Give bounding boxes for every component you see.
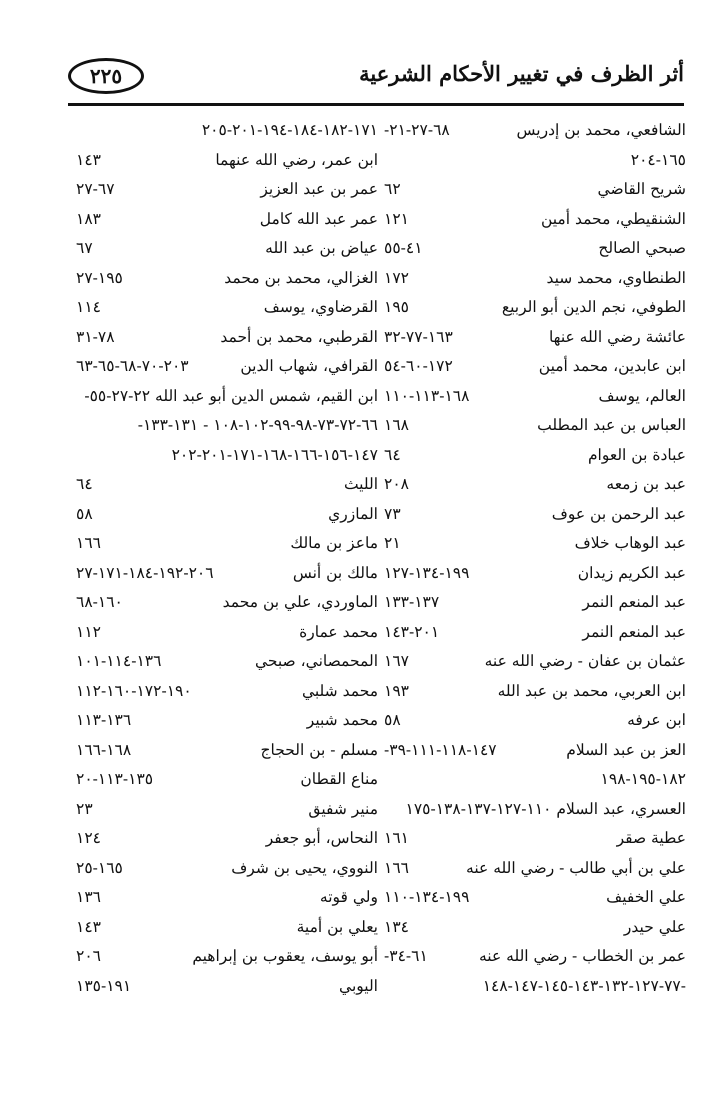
- entry-pages: ١٤٣: [76, 917, 101, 936]
- index-entry: [62, 175, 378, 205]
- entry-name: عبادة بن العوام: [587, 445, 686, 464]
- index-entry: [370, 972, 686, 1002]
- entry-pages: ١٣٦-١١٣: [76, 711, 132, 729]
- index-entry: [370, 736, 686, 766]
- entry-name: عبد الوهاب خلاف: [574, 534, 686, 552]
- entry-name: الطوفي، نجم الدين أبو الربيع: [501, 298, 686, 316]
- entry-continuation: ٦٦-٧٢-٧٣-٩٨-٩٩-١٠٢-١٠٨ - ١٣١-١٣٣-: [137, 416, 378, 434]
- entry-pages: -٦١-٣٤: [384, 947, 428, 965]
- entry-pages: ١٩٩-١٣٤-١٢٧: [384, 563, 470, 582]
- entry-name: منير شفيق: [308, 799, 378, 818]
- index-entry: [370, 942, 686, 972]
- entry-name: عمر عبد الله كامل: [259, 209, 378, 228]
- entry-name: ابن عرفه: [627, 711, 686, 729]
- index-entry: [370, 529, 686, 559]
- index-entry: [370, 618, 686, 648]
- entry-name: الشافعي، محمد بن إدريس: [516, 121, 686, 139]
- entry-name: عبد المنعم النمر: [582, 622, 686, 641]
- entry-pages: ٤١-٥٥: [384, 239, 423, 257]
- entry-name: يعلي بن أمية: [296, 917, 378, 936]
- entry-name: النحاس، أبو جعفر: [265, 829, 378, 847]
- entry-pages: ١٧٢-٦٠-٥٤: [384, 357, 453, 375]
- entry-name: الغزالي، محمد بن محمد: [224, 268, 378, 287]
- book-title: أثر الظرف في تغيير الأحكام الشرعية: [359, 61, 684, 86]
- entry-name: المازري: [328, 504, 378, 523]
- index-entry: [370, 765, 686, 795]
- entry-pages: ٢١: [384, 534, 401, 552]
- entry-pages: ٦٤: [384, 445, 401, 464]
- entry-name: ابن عابدين، محمد أمين: [538, 357, 686, 375]
- entry-continuation: ابن القيم، شمس الدين أبو عبد الله ٢٢-٢٧-٥٥-: [84, 386, 378, 405]
- entry-name: عبد الرحمن بن عوف: [551, 504, 686, 523]
- index-entry: [370, 352, 686, 382]
- entry-pages: ٢٣: [76, 799, 93, 818]
- entry-name: مناع القطان: [300, 770, 378, 788]
- index-entry: [370, 559, 686, 589]
- entry-pages: ١٦٥-٢٥: [76, 858, 123, 877]
- entry-pages: ١٦٧: [384, 652, 409, 670]
- index-entry: [62, 500, 378, 530]
- index-entry: [62, 470, 378, 500]
- header-rule: [68, 103, 684, 106]
- index-entry: [62, 618, 378, 648]
- entry-name: العز بن عبد السلام: [566, 740, 686, 759]
- entry-pages: ١٦٣-٧٧-٣٢: [384, 327, 453, 346]
- index-entry: [370, 441, 686, 471]
- entry-name: أبو يوسف، يعقوب بن إبراهيم: [192, 947, 378, 965]
- entry-pages: ١٩٣: [384, 681, 409, 700]
- index-entry: [62, 441, 378, 471]
- entry-name: الليث: [343, 475, 378, 493]
- entry-name: الماوردي، علي بن محمد: [222, 593, 378, 611]
- index-entry: [62, 264, 378, 294]
- entry-pages: ٥٨: [76, 504, 93, 523]
- index-entry: [370, 824, 686, 854]
- index-entry: [370, 264, 686, 294]
- index-entry: [62, 146, 378, 176]
- entry-pages: ١٩٥: [384, 298, 409, 316]
- entry-name: عمر بن عبد العزيز: [260, 180, 378, 198]
- index-entry: [370, 411, 686, 441]
- entry-pages: ١٣٧-١٣٣: [384, 593, 440, 611]
- index-entry: [62, 234, 378, 264]
- entry-name: العباس بن عبد المطلب: [537, 416, 686, 434]
- index-entry: [62, 647, 378, 677]
- entry-continuation: -٧٧-١٢٧-١٣٢-١٤٣-١٤٥-١٤٧-١٤٨: [482, 976, 686, 995]
- entry-name: عبد المنعم النمر: [582, 593, 686, 611]
- entry-pages: ٧٣: [384, 504, 401, 523]
- entry-pages: ٦٧: [76, 239, 93, 257]
- entry-continuation: ١٨٢-١٩٥-١٩٨: [600, 770, 686, 788]
- entry-pages: ٢٠١-١٤٣: [384, 622, 440, 641]
- entry-name: عائشة رضي الله عنها: [548, 327, 686, 346]
- entry-pages: ٢٠٨: [384, 475, 409, 493]
- index-entry: [370, 293, 686, 323]
- index-entry: [370, 323, 686, 353]
- index-entry: [370, 706, 686, 736]
- entry-pages: ٦٧-٢٧: [76, 180, 115, 198]
- entry-pages: ١٨٣: [76, 209, 101, 228]
- entry-pages: ١٦٨: [384, 416, 409, 434]
- entry-name: ابن العربي، محمد بن عبد الله: [497, 681, 686, 700]
- index-entry: [62, 529, 378, 559]
- index-entry: [370, 677, 686, 707]
- entry-pages: ١١٤: [76, 298, 101, 316]
- entry-pages: ٢٠٦-١٩٢-١٨٤-١٧١-٢٧: [76, 563, 214, 582]
- page-header: [68, 55, 684, 105]
- entry-pages: ٦٤: [76, 475, 93, 493]
- index-entry: [370, 175, 686, 205]
- entry-name: محمد شلبي: [301, 681, 378, 700]
- index-entry: [370, 913, 686, 943]
- entry-pages: ١٦٦: [76, 534, 101, 552]
- entry-name: علي بن أبي طالب - رضي الله عنه: [466, 858, 686, 877]
- index-entry: [62, 116, 378, 146]
- entry-pages: ١٩٠-١٧٢-١٦٠-١١٢: [76, 681, 192, 700]
- entry-name: عثمان بن عفان - رضي الله عنه: [484, 652, 686, 670]
- entry-name: الشنقيطي، محمد أمين: [540, 209, 686, 228]
- index-entry: [370, 116, 686, 146]
- entry-name: محمد عمارة: [299, 622, 378, 641]
- index-column-right: [370, 116, 686, 1001]
- index-entry: [62, 883, 378, 913]
- entry-pages: ١٦٨-١١٣-١١٠: [384, 386, 470, 405]
- entry-pages: ١٦٦: [384, 858, 409, 877]
- entry-name: القرطبي، محمد بن أحمد: [220, 327, 378, 346]
- index-entry: [62, 972, 378, 1002]
- entry-pages: -١٤٧-١١٨-١١١-٣٩: [384, 740, 497, 759]
- index-entry: [370, 588, 686, 618]
- entry-name: علي الخفيف: [606, 888, 686, 906]
- index-entry: [62, 795, 378, 825]
- entry-name: عمر بن الخطاب - رضي الله عنه: [478, 947, 686, 965]
- entry-continuation: ١٧١-١٨٢-١٨٤-١٩٤-٢٠١-٢٠٥: [201, 121, 378, 139]
- entry-pages: ١٣٤: [384, 917, 409, 936]
- entry-pages: ١٢٤: [76, 829, 101, 847]
- entry-pages: ٦٢: [384, 180, 401, 198]
- entry-name: الطنطاوي، محمد سيد: [546, 268, 686, 287]
- entry-pages: ١٩٩-١٣٤-١١٠: [384, 888, 470, 906]
- index-entry: [62, 854, 378, 884]
- entry-pages: ١٣٦-١١٤-١٠١: [76, 652, 162, 670]
- entry-name: عياض بن عبد الله: [265, 239, 378, 257]
- index-entry: [62, 677, 378, 707]
- entry-pages: ١٦٨-١٦٦: [76, 740, 132, 759]
- entry-name: محمد شبير: [306, 711, 378, 729]
- index-entry: [62, 913, 378, 943]
- index-entry: [370, 500, 686, 530]
- entry-name: ماعز بن مالك: [290, 534, 378, 552]
- entry-name: مسلم - بن الحجاج: [260, 740, 378, 759]
- page-number-oval: [68, 58, 144, 94]
- page-number: ٢٢٥: [89, 64, 123, 88]
- entry-name: صبحي الصالح: [598, 239, 686, 257]
- index-entry: [370, 382, 686, 412]
- index-entry: [370, 470, 686, 500]
- entry-continuation: ١٤٧-١٥٦-١٦٦-١٦٨-١٧١-٢٠١-٢٠٢: [171, 445, 378, 464]
- entry-pages: ١١٢: [76, 622, 101, 641]
- entry-pages: ١٩٥-٢٧: [76, 268, 123, 287]
- entry-pages: ١٦١: [384, 829, 409, 847]
- entry-pages: ٥٨: [384, 711, 401, 729]
- index-entry: [370, 205, 686, 235]
- index-entry: [62, 824, 378, 854]
- entry-name: عبد بن زمعه: [606, 475, 686, 493]
- entry-pages: ١٣٥-١١٣-٢٠: [76, 770, 154, 788]
- entry-pages: ٢٠٣-٧٠-٦٨-٦٥-٦٣: [76, 357, 189, 375]
- index-entry: [62, 411, 378, 441]
- index-entry: [370, 795, 686, 825]
- entry-pages: ١٦٠-٦٨: [76, 593, 123, 611]
- entry-name: ولي قوته: [319, 888, 378, 906]
- entry-continuation: العسري، عبد السلام ١١٠-١٢٧-١٣٧-١٣٨-١٧٥: [405, 799, 686, 818]
- entry-pages: ١٤٣: [76, 150, 101, 169]
- index-entry: [370, 647, 686, 677]
- index-entry: [62, 942, 378, 972]
- index-entry: [62, 352, 378, 382]
- entry-name: النووي، يحيى بن شرف: [231, 858, 378, 877]
- entry-pages: ١٩١-١٣٥: [76, 976, 132, 995]
- index-entry: [62, 205, 378, 235]
- entry-name: العالم، يوسف: [598, 386, 686, 405]
- entry-name: اليوبي: [339, 976, 378, 995]
- index-entry: [62, 323, 378, 353]
- entry-pages: -٦٨-٢٧-٢١: [384, 121, 450, 139]
- entry-pages: ١٣٦: [76, 888, 101, 906]
- index-entry: [62, 588, 378, 618]
- index-entry: [370, 854, 686, 884]
- index-column-left: [62, 116, 378, 1001]
- index-entry: [370, 146, 686, 176]
- index-entry: [62, 736, 378, 766]
- index-entry: [370, 883, 686, 913]
- entry-name: القرضاوي، يوسف: [263, 298, 378, 316]
- entry-pages: ٧٨-٣١: [76, 327, 115, 346]
- entry-pages: ١٢١: [384, 209, 409, 228]
- entry-name: المحمصاني، صبحي: [254, 652, 378, 670]
- entry-name: عبد الكريم زيدان: [577, 563, 686, 582]
- index-entry: [62, 765, 378, 795]
- entry-continuation: ١٦٥-٢٠٤: [630, 150, 686, 169]
- index-entry: [370, 234, 686, 264]
- entry-name: القرافي، شهاب الدين: [240, 357, 378, 375]
- entry-pages: ٢٠٦: [76, 947, 101, 965]
- index-entry: [62, 382, 378, 412]
- entry-name: عطية صقر: [616, 829, 686, 847]
- entry-name: ابن عمر، رضي الله عنهما: [215, 150, 378, 169]
- entry-name: علي حيدر: [623, 917, 686, 936]
- index-entry: [62, 559, 378, 589]
- entry-name: مالك بن أنس: [292, 563, 378, 582]
- entry-name: شريح القاضي: [597, 180, 686, 198]
- index-entry: [62, 706, 378, 736]
- index-entry: [62, 293, 378, 323]
- entry-pages: ١٧٢: [384, 268, 409, 287]
